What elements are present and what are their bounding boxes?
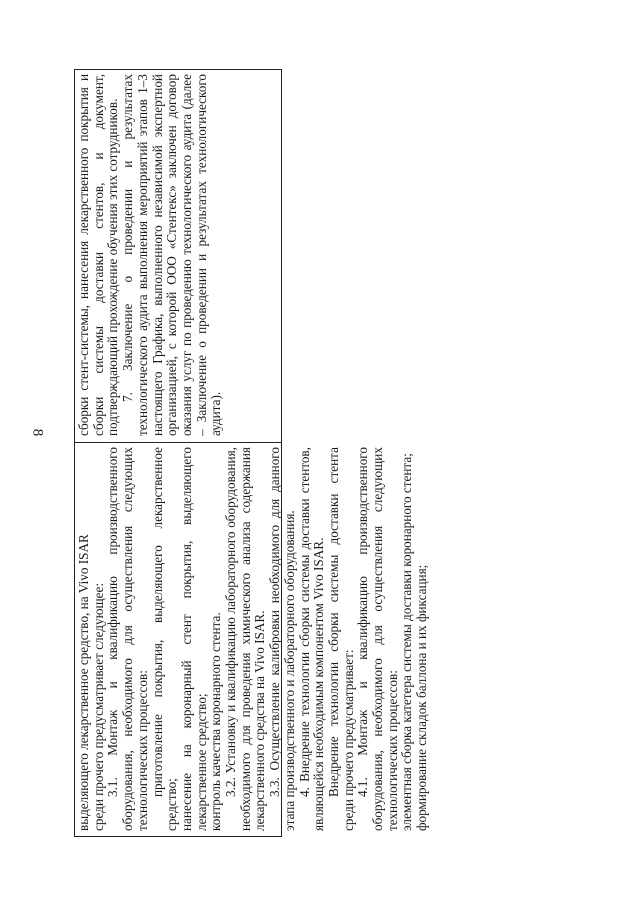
- paragraph: 7. Заключение о проведении и результатах технологического аудита выполнения мероприятий этапов 1–3 настоящего Графика, выполненного независимой экспертной организацией, с которой ООО «Стентекс» заключен договор оказания услуг по проведению технологического аудита (далее – Заключение о проведении и результатах технологического аудита).: [120, 74, 224, 437]
- paragraph: элементная сборка катетера системы доставки коронарного стента;: [399, 453, 415, 831]
- paragraph: сборки стент-системы, нанесения лекарственного покрытия и сборки системы доставки стентов, и документ, подтверждающий прохождение обучения этих сотрудников.: [76, 74, 121, 437]
- table-right-column: [75, 70, 281, 442]
- paragraph: формирование складок баллона и их фиксация;: [414, 564, 430, 831]
- table-left-column: [75, 442, 430, 836]
- paragraph: 4. Внедрение технологии сборки системы доставки стентов, являющейся необходимым компонентом Vivo ISAR.: [296, 447, 327, 831]
- page-number: 8: [29, 428, 46, 437]
- paragraph: нанесение на коронарный стент покрытия, выделяющего лекарственное средство;: [178, 447, 209, 831]
- schedule-table: [74, 69, 430, 837]
- paragraph: приготовление покрытия, выделяющего лекарственное средство;: [149, 447, 180, 831]
- paragraph: 3.3. Осуществление калибровки необходимого для данного этапа производственного и лабораторного оборудования.: [267, 447, 297, 831]
- rotated-page-content: [0, 69, 640, 837]
- paragraph: выделяющего лекарственное средство, на Vivo ISAR: [76, 534, 91, 831]
- paragraph: Внедрение технологии сборки системы доставки стента среди прочего предусматривает:: [325, 447, 356, 831]
- paragraph: 3.1. Монтаж и квалификацию производственного оборудования, необходимого для осуществления следующих технологических процессов:: [105, 447, 150, 831]
- paragraph: среди прочего предусматривает следующее:: [90, 583, 106, 831]
- paragraph: 3.2. Установку и квалификацию лабораторного оборудования, необходимого для проведения химического анализа содержания лекарственного средства на Vivo ISAR.: [223, 447, 268, 831]
- paragraph: контроль качества коронарного стента.: [208, 612, 224, 831]
- paragraph: 4.1. Монтаж и квалификацию производственного оборудования, необходимого для осуществления следующих технологических процессов:: [355, 447, 400, 831]
